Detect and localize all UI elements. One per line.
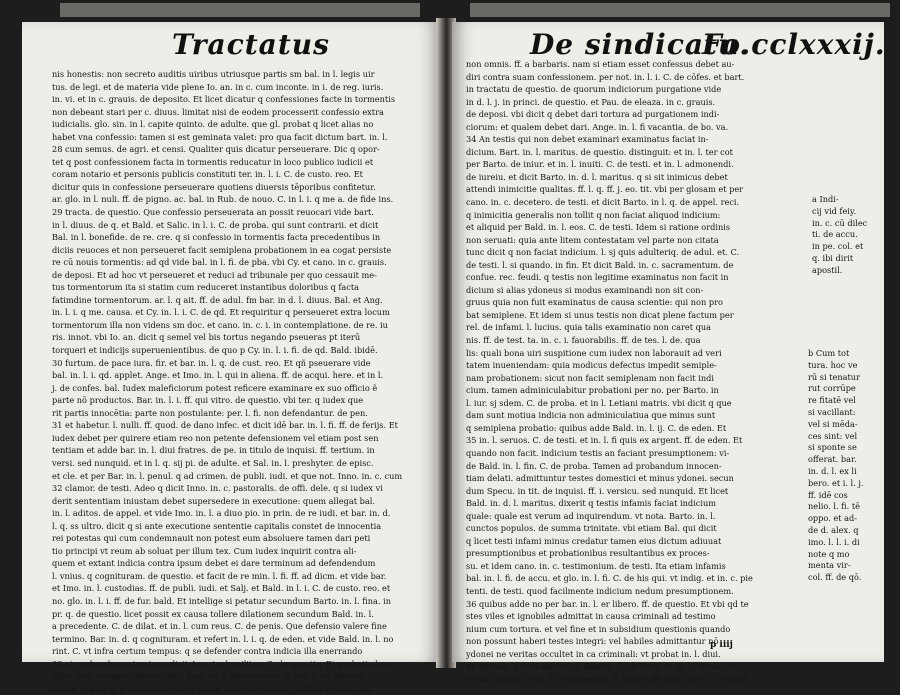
- text-line: coram notario et personis publicis constituti ter. in. l. i. C. de custo. reo. Et: [52, 169, 363, 180]
- text-line: vel si mēda-: [808, 418, 858, 429]
- text-line: si vacillant:: [808, 406, 856, 417]
- text-line: nam probationem: sicut non facit semiplenam non facit indi: [466, 372, 714, 383]
- text-line: diri contra suam confessionem. per not. in. l. i. C. de cōfes. et bart.: [466, 71, 745, 82]
- text-line: de d. alex. q: [808, 524, 859, 535]
- text-line: de iureiu. et dicit Barto. in. d. l. maritus. q si sit inimicus debet: [466, 171, 728, 182]
- text-line: tura. hoc ve: [808, 359, 858, 370]
- folio-number: Fo.cclxxxij.: [702, 28, 886, 61]
- text-line: 28 cum semus. de agri. et censi. Qualiter quis dicatur perseuerare. Dic q opor-: [52, 144, 380, 155]
- text-line: de deposi. vbi dicit q debet dari tortura ad purgationem indi-: [466, 109, 720, 120]
- text-line: imo. l. l. i. di: [808, 536, 860, 547]
- text-line: non omnis. ff. a barbaris. nam si etiam esset confessus debet au-: [466, 59, 735, 69]
- text-line: cium. tamen adminiculabitur probationi per no. per Barto. in: [466, 385, 719, 396]
- text-line: re fitatē vel: [808, 395, 856, 406]
- text-line: tenti. de testi. quod facilmente indicium nedum presumptionem.: [466, 585, 734, 596]
- text-line: b Cum tot: [808, 348, 850, 358]
- text-line: attendi inimicitie qualitas. ff. l. q. ff. j. eo. tit. vbi per glosam et per: [466, 184, 744, 195]
- text-line: tiam delati. admittuntur testes domestici et minus ydonei. secun: [466, 473, 734, 484]
- text-line: in. vi. et in c. grauis. de deposito. Et licet dicatur q confessiones facte in tormentis: [52, 94, 396, 105]
- text-line: oppo. et ad-: [808, 513, 858, 524]
- text-line: tus. de legi. et de materia vide plene Io. an. in c. cum inconte. in i. de reg. iuris.: [52, 81, 384, 92]
- text-line: quem et extant indicia contra ipsum debet ei dare terminum ad defendendum: [52, 558, 376, 569]
- text-line: ces sint: vel: [808, 430, 858, 441]
- text-line: verbo. signifi. et in. l. er consensu. ff. super. de repu. et in. c. venies.: [466, 673, 751, 684]
- text-line: bal. in. l. fi. de accu. et glo. in. l. fi. C. de his qui. vt indig. et in. c. pie: [466, 573, 753, 584]
- text-line: 31 et habetur. l. nulli. ff. quod. de dano infec. et dicit idē bar. in. l. fi. ff. de ferijs. Et: [52, 420, 398, 431]
- text-line: no. glo. in. l. i. ff. de fur. bald. Et intellige si petatur secundum Barto. in. l. fina. in: [52, 595, 391, 606]
- text-line: nelio. l. fi. tē: [808, 501, 860, 512]
- text-line: dicium si alias ydoneus si modus examinandi non sit con-: [466, 284, 704, 295]
- text-line: presumptionibus et probationibus resultantibus ex proces-: [466, 548, 710, 559]
- text-line: a precedente. C. de dilat. et in. l. cum reus. C. de penis. Que defensio valere fine: [52, 621, 387, 632]
- text-line: tormentorum illa non videns sm doc. et cano. in. c. i. in contemplatione. de re. iu: [52, 319, 388, 330]
- text-line: 34 An testis qui non debet examinari examinatus faciat in-: [466, 134, 709, 145]
- text-line: 32 clamor. de testi. Adeo q dicit Inno. in. c. pastoralis. de offi. dele. q si iudex vi: [52, 483, 383, 494]
- text-line: parte nō productos. Bar. in. l. i. ff. qui vitro. de questio. vbi ter. q iudex que: [52, 395, 364, 406]
- text-line: dicitur quis in confessione perseuerare quotiens diuersis tēporibus confitetur.: [52, 181, 376, 192]
- text-line: fame facit purgare indicia: dicit Bart. in. l. desertorem. ff. sed si ler inprou: [52, 671, 362, 682]
- left-page: [22, 22, 440, 694]
- text-line: cunctos populos. de summa trinitate. vbi etiam Bal. qui dicit: [466, 523, 717, 534]
- text-line: iudex debet per quirere etiam reo non petente defensionem vel etiam post sen: [52, 432, 379, 443]
- text-line: et cle. et per Bar. in. l. penul. q ad crimen. de publi. iudi. et que not. Inno. in. c. cum: [52, 470, 403, 481]
- text-line: de testi. l. si quando. in fin. Et dicit Bald. in. c. sacramentum. de: [466, 259, 734, 270]
- text-line: offerat. bar.: [808, 454, 857, 465]
- margin-note: [808, 348, 884, 584]
- text-line: torqueri et indicijs superuenientibus. de quo p Cy. in. l. i. fi. de qd. Bald. ibidē.: [52, 345, 378, 356]
- text-line: non possunt haberi testes integri: vel habiles admittantur nō: [466, 636, 719, 647]
- text-line: non seruati: quia ante litem contestatam vel parte non citata: [466, 234, 719, 245]
- text-line: diciis reuoces et non perseueret facit semiplena probationem in ea cogat persiste: [52, 244, 392, 255]
- text-line: bal. in. l. i. qd. applet. Ange. et Imo. in. l. qui in aliena. ff. de acqui. here. et in l.: [52, 370, 384, 381]
- text-line: 36 quibus adde no per bar. in. l. er libero. ff. de questio. Et vbi qd te: [466, 598, 749, 609]
- text-line: ydonei ne veritas occultet in ca criminali: vt probat in. l. diui.: [466, 648, 721, 659]
- text-line: quando non facit. indicium testis an faciant presumptionem: vi-: [466, 447, 730, 458]
- text-line: 29 tracta. de questio. Que confessio perseuerata an possit reuocari vide bart.: [52, 207, 374, 218]
- signature-mark: p iiij: [710, 640, 733, 650]
- text-line: l. vnius. q cognituram. de questio. et facit de re min. l. fi. ff. ad dicm. et vide bar.: [52, 570, 387, 581]
- text-line: apostil.: [812, 264, 843, 275]
- text-line: q inimicitia generalis non tollit q non faciat aliquod indicium:: [466, 209, 721, 220]
- text-line: rel. de infami. l. lucius. quia talis examinatio non caret qua: [466, 322, 712, 333]
- text-line: lis: quali bona uiri suspitione cum iudex non laborauit ad veri: [466, 347, 722, 358]
- text-line: nis. ff. de test. ta. in. c. i. fauorabilis. ff. de tes. l. de. qua: [466, 335, 701, 346]
- text-line: ar. glo. in l. nuli. ff. de pigno. ac. bal. in Rub. de nouo. C. in l. i. q me a. de fide ins.: [52, 194, 394, 205]
- text-line: su. et idem cano. in. c. testimonium. de testi. Ita etiam infamis: [466, 560, 726, 571]
- text-line: si sponte se: [808, 442, 857, 453]
- text-line: menta vir-: [808, 560, 851, 571]
- text-line: in l. diuus. de q. et Bald. et Salic. in l. i. C. de proba. qui sunt contrarii. et dicit: [52, 219, 379, 230]
- text-line: note q mo: [808, 548, 850, 559]
- text-line: 30 furtum. de pace iura. fir. et bar. in. l. q. de cust. reo. Et qñ pseuerare vide: [52, 357, 371, 368]
- text-line: cano. in. c. decetero. de testi. et dicit Barto. in l. q. de appel. reci.: [466, 197, 740, 208]
- text-line: termino. Bar. in. d. q cognituram. et refert in. l. i. q. de eden. et vide Bald. in. l. no: [52, 633, 394, 644]
- text-line: 35 in. l. seruos. C. de testi. et in. l. fi quis ex argent. ff. de eden. Et: [466, 435, 743, 446]
- text-line: et aliquid per Bald. in. l. eos. C. de testi. Idem si ratione ordinis: [466, 222, 731, 233]
- running-header-title: De sindicatu.: [530, 28, 751, 61]
- text-line: tatem inueniendam: quia modicus defectus impedit semiple-: [466, 360, 717, 371]
- text-line: so. de re mili. q probatio bone vite habet minuere indicia: et facit eodem titu.: [52, 683, 373, 694]
- text-line: in d. l. j. in princi. de questio. et Pau. de eleaza. in c. grauis.: [466, 96, 716, 107]
- text-line: cij vid feiy.: [812, 205, 857, 216]
- text-line: a Indi-: [812, 194, 839, 204]
- text-line: tentiam et adde bar. in. l. diui fratres. de pe. in titulo de inquisi. ff. tertium. in: [52, 445, 375, 456]
- text-line: non debeant stari per c. diuus. limitat nisi de eodem processerit confessio extra: [52, 106, 384, 117]
- text-line: rit partis innocētia: parte non postulante: per. l. fi. non defendantur. de pen.: [52, 407, 368, 418]
- text-line: confue. rec. feudi. q testis non legitime examinatus non facit in: [466, 272, 729, 283]
- text-line: j. de confes. bal. Iudex maleficiorum potest reficere examinare ex suo officio ẽ: [52, 382, 378, 393]
- text-line: ris. innot. vbi Io. an. dicit q semel vel bis tortus negando pseueras pt iterū: [52, 332, 361, 343]
- text-line: re cū nouis tormentis: ad qd vide bal. in l. fi. de pba. vbi Cy. et cano. in c. grauis.: [52, 257, 387, 268]
- top-edge-shadow: [60, 3, 420, 17]
- text-line: rū si tenatur: [808, 371, 860, 382]
- text-line: et Imo. in. l. custodias. ff. de publi. iudi. et Salj. et Bald. in l. i. C. de custo. reo. et: [52, 583, 391, 594]
- text-line: 33 et probando contrarium: dicit Ang. in. l. milites. C. de questio. Et probatio bone: [52, 658, 396, 669]
- text-line: l. iur. sj sdem. C. de proba. et in l. Letiani matris. vbi dicit q que: [466, 397, 732, 408]
- text-line: de Bald. in. l. fin. C. de proba. Tamen ad probandum innocen-: [466, 460, 722, 471]
- text-line: ff. idē cos: [808, 489, 848, 500]
- text-line: habet vna confessio: tamen si est geminata valet: pro qua facit dictum bart. in. l.: [52, 131, 388, 142]
- top-edge-shadow: [470, 3, 890, 17]
- text-line: col. ff. de qō.: [808, 572, 862, 583]
- text-line: q. ibi dirit: [812, 252, 854, 263]
- text-line: dicium. Bart. in. l. maritus. de questio. distinguit: et in. l. ter cot: [466, 146, 733, 157]
- text-line: de deposi. Et ad hoc vt perseueret et reduci ad tribunale per quo cessauit me-: [52, 269, 377, 280]
- text-line: bero. et i. l. j.: [808, 477, 864, 488]
- text-line: in. l. i. q me. causa. et Cy. in. l. i. C. de qd. Et requiritur q perseueret extra locum: [52, 307, 390, 318]
- text-line: tio principi vt reum ab soluat per illum tex. Cum iudex inquirit contra ali-: [52, 545, 357, 556]
- text-line: dum Specu. in tit. de inquisi. ff. i. versicu. sed nunquid. Et licet: [466, 485, 729, 496]
- text-line: pr. q. de questio. licet possit ex causa tollere dilationem secundum Bald. in. l.: [52, 608, 374, 619]
- left-body-text: [52, 68, 434, 695]
- text-line: iudicialis. glo. sin. in l. capite quinto. de adulte. que gl. probat q licet alias no: [52, 119, 374, 130]
- margin-note: [812, 194, 882, 277]
- text-line: l. q. ss ultro. dicit q si ante executione sententie capitalis constet de innocentia: [52, 520, 382, 531]
- text-line: rint. C. vt infra certum tempus: q se defender contra indicia illa enerrando: [52, 646, 363, 657]
- text-line: bat semiplene. Et idem si unus testis non dicat plene factum per: [466, 309, 734, 320]
- text-line: q licet testi infami minus credatur tamen eius dictum adiuuat: [466, 535, 722, 546]
- text-line: ciorum: et qualem debet dari. Ange. in. l. fi vacantia. de bo. va.: [466, 121, 729, 132]
- text-line: fatimdine tormentorum. ar. l. q ait. ff. de adul. fm bar. in d. l. diuus. Bal. et Ang.: [52, 294, 383, 305]
- text-line: q semiplena probatio: quibus adde Bald. in. l. ij. C. de eden. Et: [466, 422, 727, 433]
- text-line: Bal. in l. bonefide. de re. cre. q si confessio in tormentis facta precedentibus in: [52, 232, 381, 243]
- text-line: in tractatu de questio. de quorum indiciorum purgatione vide: [466, 84, 722, 95]
- text-line: rei potestas qui cum condemnauit non potest eum absoluere tamen dari peti: [52, 533, 371, 544]
- text-line: tet q post confessionem facta in tormentis reducatur in loco publico iudicii et: [52, 156, 374, 167]
- text-line: quale: quale est verum ad inquirendum. vt nota. Barto. in. l.: [466, 510, 716, 521]
- text-line: nium cum tortura. et vel fine et in subsidium questionis quando: [466, 623, 731, 634]
- text-line: in. l. aditos. de appel. et vide Imo. in. l. a diuo pio. in prin. de re iudi. et bar. in. d.: [52, 508, 391, 519]
- text-line: ti. de accu.: [812, 229, 858, 240]
- text-line: derit sententiam iniustam debet supersedere in executione: quem allegat bal.: [52, 495, 375, 506]
- text-line: in pe. col. et: [812, 241, 864, 252]
- running-header: Tractatus: [172, 28, 330, 61]
- text-line: rut corrūpe: [808, 383, 856, 394]
- text-line: stes viles et ignobiles admittat in causa criminali ad testimo: [466, 611, 716, 622]
- text-line: tunc dicit q non faciat indicium. l. sj quis adulteriq. de adul. et. C.: [466, 247, 740, 258]
- right-page: [452, 22, 886, 684]
- text-line: versi. sed nunquid. et in l. q. sij pi. de adulte. et Sal. in. l. preshyter. de episc.: [52, 457, 374, 468]
- text-line: de questio. iuncta auteni. si dicatur. C. de testi. et in. c. forus. de: [466, 661, 736, 672]
- text-line: in. d. l. ex li: [808, 465, 857, 476]
- text-line: per Barto. de iniur. et in. l. inuiti. C. de testi. et in. l. admonendi.: [466, 159, 734, 170]
- text-line: dam sunt motiua indicia non adminiculatiua que minus sunt: [466, 410, 716, 421]
- right-body-text: [466, 58, 796, 685]
- text-line: tus tormentorum ita si statim cum reduceret instantibus doloribus q facta: [52, 282, 360, 293]
- text-line: in. c. cū dilec: [812, 217, 868, 228]
- text-line: Bald. in. d. l. maritus. dixerit q testis infamis faciat indicium: [466, 498, 716, 509]
- text-line: nis honestis: non secreto auditis uiribus utriusque partis sm bal. in l. legis uir: [52, 69, 375, 79]
- text-line: gruus quia non fuit examinatus de causa scientie: qui non pro: [466, 297, 723, 308]
